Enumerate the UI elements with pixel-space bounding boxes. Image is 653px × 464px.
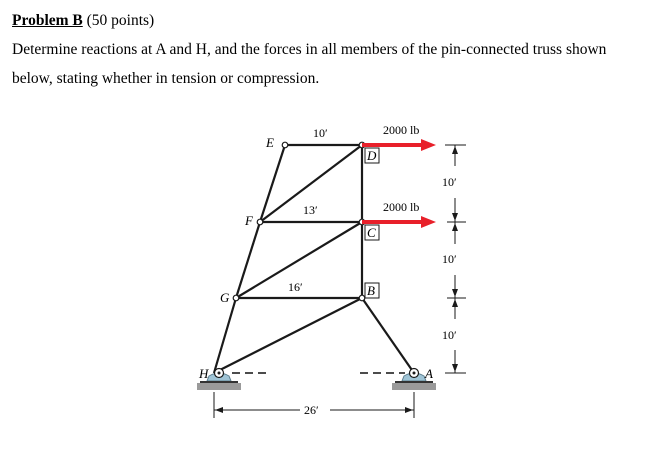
pin-g	[233, 295, 239, 301]
problem-text-line-1: Determine reactions at A and H, and the forces in all members of the pin-connected truss shown	[12, 41, 607, 58]
length-label-gb: 16′	[288, 280, 303, 294]
pin-e	[282, 142, 288, 148]
joint-label-d: D	[367, 148, 377, 163]
member-ef	[260, 145, 285, 222]
length-label-ed: 10′	[313, 126, 328, 140]
pin-b	[359, 295, 365, 301]
joint-label-b: B	[367, 283, 375, 298]
pin-f	[257, 219, 263, 225]
horizontal-dim-label: 26′	[304, 403, 319, 417]
joint-label-e: E	[266, 135, 274, 150]
vertical-dim-label-top: 10′	[442, 175, 457, 189]
vertical-dim-label-middle: 10′	[442, 252, 457, 266]
member-ba	[362, 298, 414, 373]
pins	[215, 142, 419, 377]
joint-label-g: G	[220, 290, 230, 305]
joint-label-a: A	[425, 366, 433, 381]
problem-title: Problem B	[12, 12, 83, 29]
problem-points: (50 points)	[82, 12, 155, 29]
load-label-upper: 2000 lb	[383, 123, 420, 137]
joint-label-c: C	[367, 225, 376, 240]
vertical-dim-label-bottom: 10′	[442, 328, 457, 342]
length-labels	[288, 126, 328, 294]
load-label-lower: 2000 lb	[383, 200, 420, 214]
joint-label-f: F	[245, 213, 253, 228]
truss-members	[214, 145, 414, 373]
member-gh	[214, 298, 236, 373]
length-label-fc: 13′	[303, 203, 318, 217]
joint-label-h: H	[199, 366, 209, 381]
problem-text-line-2: below, stating whether in tension or compression.	[12, 70, 320, 87]
member-hb	[214, 298, 362, 373]
joint-labels	[198, 135, 433, 381]
